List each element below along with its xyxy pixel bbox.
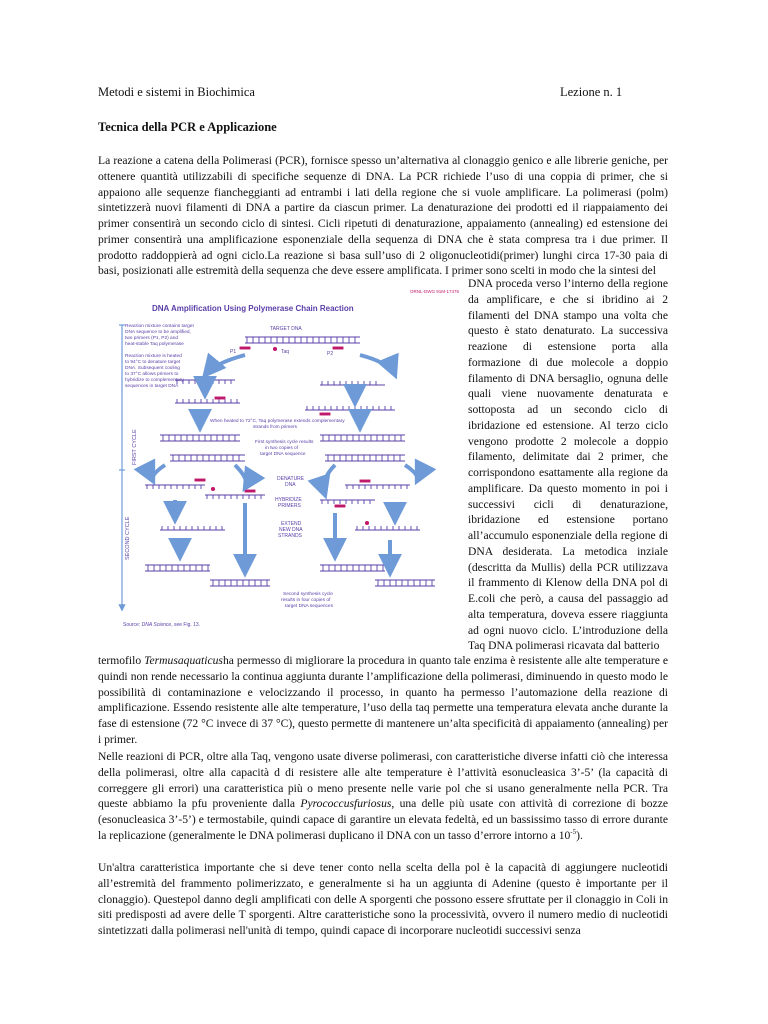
svg-text:heat-stable Taq polymerase: heat-stable Taq polymerase (125, 342, 184, 347)
paragraph-intro: La reazione a catena della Polimerasi (PCR), fornisce spesso un’alternativa al clonaggio genico e alle librerie geniche, per ottenere quantità utilizzabili di specifiche sequenze di DNA. La PCR richiede l’uso di una coppia di primer, che si appaiono alle sequenze fiancheggianti ad entrambi i lati della regione che si vuole amplificare. La polimerasi (polm) sintetizzerà nuovi filamenti di DNA a partire da ciascun primer. La denaturazione dei prodotti ed il riappaiamento dei primer consentirà un secondo ciclo di sintesi. Cicli ripetuti di denaturazione, appaiamento (annealing) ed estensione dei primer consentirà una amplificazione esponenziale della sequenza di DNA che è stata compresa tra i due primer. Il prodotto raddoppierà ad ogni ciclo.La reazione si basa sull’uso di 2 oligonucleotidi(primer) lunghi circa 17-30 paia di basi, posizionati alle estremità della sequenza che deve essere amplificata. I primer sono scelti in modo che la sintesi del (98, 154, 668, 278)
svg-text:Second synthesis cycle: Second synthesis cycle (283, 592, 333, 597)
course-title: Metodi e sistemi in Biochimica (98, 85, 255, 99)
note-first-synthesis (255, 439, 314, 457)
figure-title: DNA Amplification Using Polymerase Chain Reaction (152, 304, 354, 313)
target-dna-strand (245, 337, 360, 343)
figure-source: Source: DNA Science, see Fig. 13. (123, 622, 201, 628)
paragraph-polymerases: Nelle reazioni di PCR, oltre alla Taq, vengono usate diverse polimerasi, con caratteristiche diverse infatti ciò che interessa della polimerasi, oltre alla capacità d di resistere alle alte temperature è l’attività esonucleasica 3’-5’ (la capacità di correggere gli errori) una caratteristica più o meno presente nelle varie pol che si usano generalmente nella PCR. Tra queste abbiamo la pfu proveniente dalla Pyrococcusfuriosus, una delle più usate con attività di correzione di bozze (esonucleasica 3’-5’) e termostabile, quindi capace di garantire un elevata fedeltà, ed un bassissimo tasso di errore durante la replicazione (generalmente le DNA polimerasi duplicano il DNA con un tasso d’errore intorno a $10^{-5}$). (98, 750, 668, 842)
hybridized-strands (175, 397, 395, 415)
step-hybridize (275, 497, 302, 509)
figure-code: ORNL-DWG 91M-17476 (410, 289, 460, 294)
step-denature (277, 476, 305, 488)
svg-text:sequences in target DNA: sequences in target DNA (125, 384, 179, 389)
paragraph-side: DNA proceda verso l’interno della regione da amplificare, e che si ibridino ai 2 filamenti del DNA stampo una volta che questo è stato denaturato. La successiva reazione di estensione porta alla formazione di due molecole a doppio filamento di DNA bersaglio, ognuna delle quali viene nuovamente denaturata e sottoposta ad un secondo ciclo di ibridazione ed estensione. Al terzo ciclo vengono prodotte 2 molecole a doppio filamento, delimitate dai 2 primer, che corrispondono esattamente alla regione da amplificare. Da questo momento in poi i successivi cicli di denaturazione, ibridazione ed estensione portano all’accumulo esponenziale della regione di DNA desiderata. La metodica inziale (descritta da Mullis) della PCR utilizzava il frammento di Klenow della DNA pol di E.coli che però, a causa del passaggio ad alta temperatura, doveva essere riaggiunta ad ogni nuovo ciclo. L’introduzione della Taq DNA polimerasi ricavata dal batterio (468, 277, 668, 653)
section-title: Tecnica della PCR e Applicazione (98, 120, 277, 134)
svg-text:When heated to 72°C, Taq polym: When heated to 72°C, Taq polymerase extends complementary (210, 419, 345, 424)
svg-text:to 37°C allows primers to: to 37°C allows primers to (125, 372, 179, 377)
svg-text:STRANDS: STRANDS (278, 533, 302, 539)
svg-text:target DNA sequences: target DNA sequences (285, 604, 333, 609)
svg-text:hybridize to complementary: hybridize to complementary (125, 378, 184, 383)
denatured-strands (175, 380, 385, 385)
svg-text:Reaction mixture is heated: Reaction mixture is heated (125, 354, 182, 359)
svg-text:two primers (P1, P2) and: two primers (P1, P2) and (125, 336, 179, 341)
species-pyrococcus: Pyrococcusfuriosus (300, 797, 392, 811)
svg-text:to 94°C to denature target: to 94°C to denature target (125, 360, 181, 365)
svg-text:results in four copies of: results in four copies of (281, 598, 331, 603)
pcr-figure (105, 285, 460, 635)
primer-p2-label: P2 (327, 351, 334, 357)
svg-text:DNA. Subsequent cooling: DNA. Subsequent cooling (125, 366, 180, 371)
svg-text:in two copies of: in two copies of (265, 446, 299, 451)
target-dna-label: TARGET DNA (270, 326, 302, 332)
svg-text:Reaction mixture contains targ: Reaction mixture contains target (125, 324, 194, 329)
taq-label: Taq (281, 349, 290, 355)
svg-text:target DNA sequence: target DNA sequence (260, 452, 306, 457)
note-second-synthesis (281, 591, 334, 609)
first-cycle-label: FIRST CYCLE (132, 429, 138, 465)
svg-text:DNA sequence to be amplified,: DNA sequence to be amplified, (125, 330, 191, 335)
step-extend (278, 521, 303, 539)
primer-p1-label: P1 (230, 349, 237, 355)
svg-text:NEW DNA: NEW DNA (279, 527, 303, 533)
svg-text:strands from primers: strands from primers (253, 425, 297, 430)
note-denature (125, 353, 184, 389)
note-reaction-mixture (125, 323, 194, 347)
paragraph-taq: termofilo Termusaquaticusha permesso di migliorare la procedura in quanto tale enzima è resistente alle alte temperature e quindi non rende necessario la continua aggiunta durante l’amplificazione della polimerasi, diminuendo in questo modo le possibilità di contaminazione e velocizzando il processo, in quanto ha permesso l’automazione della reazione di amplificazione. Essendo resistente alle alte temperature, l’uso della taq permette una temperatura elevata anche durante la fase di estensione (72 °C invece di 37 °C), questo permette di mantenere un’alta specificità di appaiamento (annealing) per i primer. (98, 654, 668, 746)
svg-text:HYBRIDIZE: HYBRIDIZE (275, 497, 302, 503)
svg-text:DENATURE: DENATURE (277, 476, 305, 482)
svg-text:First synthesis cycle results: First synthesis cycle results (255, 440, 314, 445)
svg-text:DNA: DNA (285, 482, 296, 488)
flow-arrows (153, 355, 418, 573)
lesson-number: Lezione n. 1 (560, 85, 623, 99)
svg-text:EXTEND: EXTEND (281, 521, 302, 527)
svg-text:PRIMERS: PRIMERS (278, 503, 301, 509)
note-extend-72 (210, 418, 345, 430)
second-cycle-label: SECOND CYCLE (125, 516, 131, 560)
paragraph-adenine: Un'altra caratteristica importante che si deve tener conto nella scelta della pol è la capacità di aggiungere nucleotidi all’estremità del frammento polimerizzato, e generalmente si ha un aggiunta di Adenine (questo è importante per il clonaggio). Questepol danno degli amplificati con delle A sporgenti che possono essere sfruttate per il clonaggio in Coli in siti predisposti ad avere delle T sporgenti. Altre caratteristiche sono la processività, ovvero il numero medio di nucleotidi sintetizzati dalla polimerasi nell'unità di tempo, quindi capace di incorporare nucleotidi successivi senza (98, 861, 668, 937)
species-termus: Termusaquaticus (144, 654, 223, 667)
